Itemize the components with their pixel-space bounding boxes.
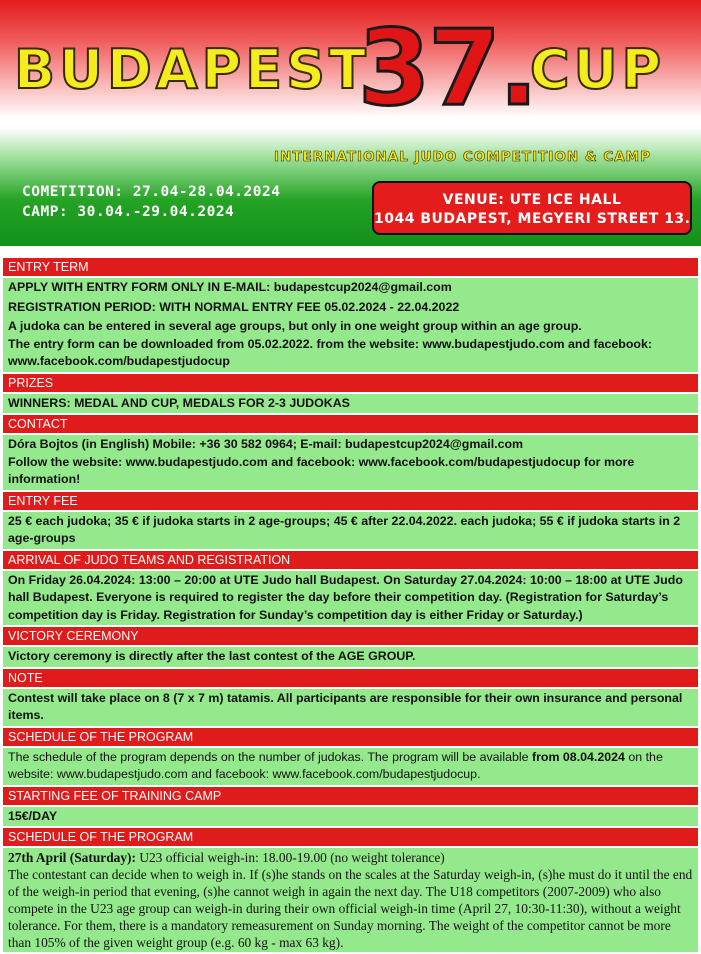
banner-title-left: BUDAPEST (14, 38, 370, 101)
section-body-entry-fee (3, 512, 698, 551)
contact-follow: Follow the website: www.budapestjudo.com and facebook: www.facebook.com/budapestjudocup for more information! (8, 454, 635, 486)
section-body-arrival (3, 571, 698, 628)
schedule2-day: 27th April (Saturday): (8, 850, 136, 865)
banner-separator (0, 246, 701, 258)
info-table (3, 258, 698, 954)
banner-title-right: CUP (530, 38, 666, 101)
note-text: Contest will take place on 8 (7 x 7 m) tatamis. All participants are responsible for their own insurance and personal items. (8, 690, 683, 722)
schedule-text (8, 749, 693, 784)
schedule2-weigh-in (8, 849, 693, 866)
camp-fee-text: 15€/DAY (8, 808, 58, 823)
victory-text: Victory ceremony is directly after the last contest of the AGE GROUP. (8, 649, 416, 663)
section-body-prizes (3, 394, 698, 416)
entry-term-period: REGISTRATION PERIOD: WITH NORMAL ENTRY FEE 05.02.2024 - 22.04.2022 (8, 299, 460, 314)
section-body-schedule-2 (3, 848, 698, 954)
prizes-text: WINNERS: MEDAL AND CUP, MEDALS FOR 2-3 JUDOKAS (8, 395, 350, 410)
schedule-text-c: on the website: www.budapestjudo.com and facebook: www.facebook.com/budapestjudocup. (8, 749, 663, 781)
section-body-contact (3, 435, 698, 492)
section-body-schedule (3, 748, 698, 787)
section-body-entry-term (3, 278, 698, 374)
event-dates (22, 182, 280, 222)
entry-term-age-groups: A judoka can be entered in several age groups, but only in one weight group within an age group. (8, 319, 582, 333)
section-header-arrival: ARRIVAL OF JUDO TEAMS AND REGISTRATION (3, 551, 698, 571)
header-banner (0, 0, 701, 246)
schedule2-weigh-in-text: U23 official weigh-in: 18.00-19.00 (no weight tolerance) (135, 850, 445, 865)
banner-title-number: 37. (358, 7, 537, 129)
entry-fee-text: 25 € each judoka; 35 € if judoka starts in 2 age-groups; 45 € after 22.04.2022. each judoka; 55 € if judoka starts in 2 age-groups (8, 513, 681, 545)
section-body-note (3, 689, 698, 728)
section-header-camp-fee: STARTING FEE OF TRAINING CAMP (3, 787, 698, 807)
venue-line-2: 1044 BUDAPEST, MEGYERI STREET 13. (374, 211, 691, 227)
competition-dates: COMETITION: 27.04-28.04.2024 (22, 184, 281, 200)
schedule2-rules: The contestant can decide when to weigh in. If (s)he stands on the scales at the Saturday weigh-in, (s)he must do it until the end of the weigh-in period that evening, (s)he cannot weigh in again the next day. The U18 competitors (2007-2009) who also compete in the U23 age group can weigh-in during their own official weigh-in time (April 27, 10:30-11:30), without a weight tolerance. For them, there is a mandatory remeasurement on Sunday morning. The weight of the competitor cannot be more than 105% of the given weight group (e.g. 60 kg - max 63 kg). (8, 867, 693, 950)
camp-dates: CAMP: 30.04.-29.04.2024 (22, 204, 235, 220)
entry-term-download: The entry form can be downloaded from 05.02.2022. from the website: www.budapestjudo.com and facebook: www.facebook.com/budapestjudocup (8, 336, 652, 368)
section-header-prizes: PRIZES (3, 374, 698, 394)
section-header-contact: CONTACT (3, 415, 698, 435)
section-body-camp-fee (3, 807, 698, 829)
venue-line-1: VENUE: UTE ICE HALL (442, 192, 622, 208)
schedule-text-date: from 08.04.2024 (531, 749, 625, 764)
section-header-victory: VICTORY CEREMONY (3, 627, 698, 647)
venue-box (372, 181, 692, 235)
schedule-text-a: The schedule of the program depends on the number of judokas. The program will be available (8, 749, 532, 764)
section-body-victory (3, 647, 698, 669)
section-header-schedule-2: SCHEDULE OF THE PROGRAM (3, 828, 698, 848)
entry-term-email: APPLY WITH ENTRY FORM ONLY IN E-MAIL: budapestcup2024@gmail.com (8, 280, 452, 294)
section-header-note: NOTE (3, 669, 698, 689)
banner-subtitle: INTERNATIONAL JUDO COMPETITION & CAMP (274, 149, 651, 165)
arrival-text: On Friday 26.04.2024: 13:00 – 20:00 at UTE Judo hall Budapest. On Saturday 27.04.2024: 10:00 – 18:00 at UTE Judo hall Budapest. Everyone is required to register the day before their competition day. (Registration for Saturday’s competition day is Friday. Registration for Sunday’s competition day is either Friday or Saturday.) (8, 572, 683, 622)
section-header-entry-term: ENTRY TERM (3, 258, 698, 278)
contact-person: Dóra Bojtos (in English) Mobile: +36 30 582 0964; E-mail: budapestcup2024@gmail.com (8, 437, 524, 451)
section-header-entry-fee: ENTRY FEE (3, 492, 698, 512)
section-header-schedule: SCHEDULE OF THE PROGRAM (3, 728, 698, 748)
